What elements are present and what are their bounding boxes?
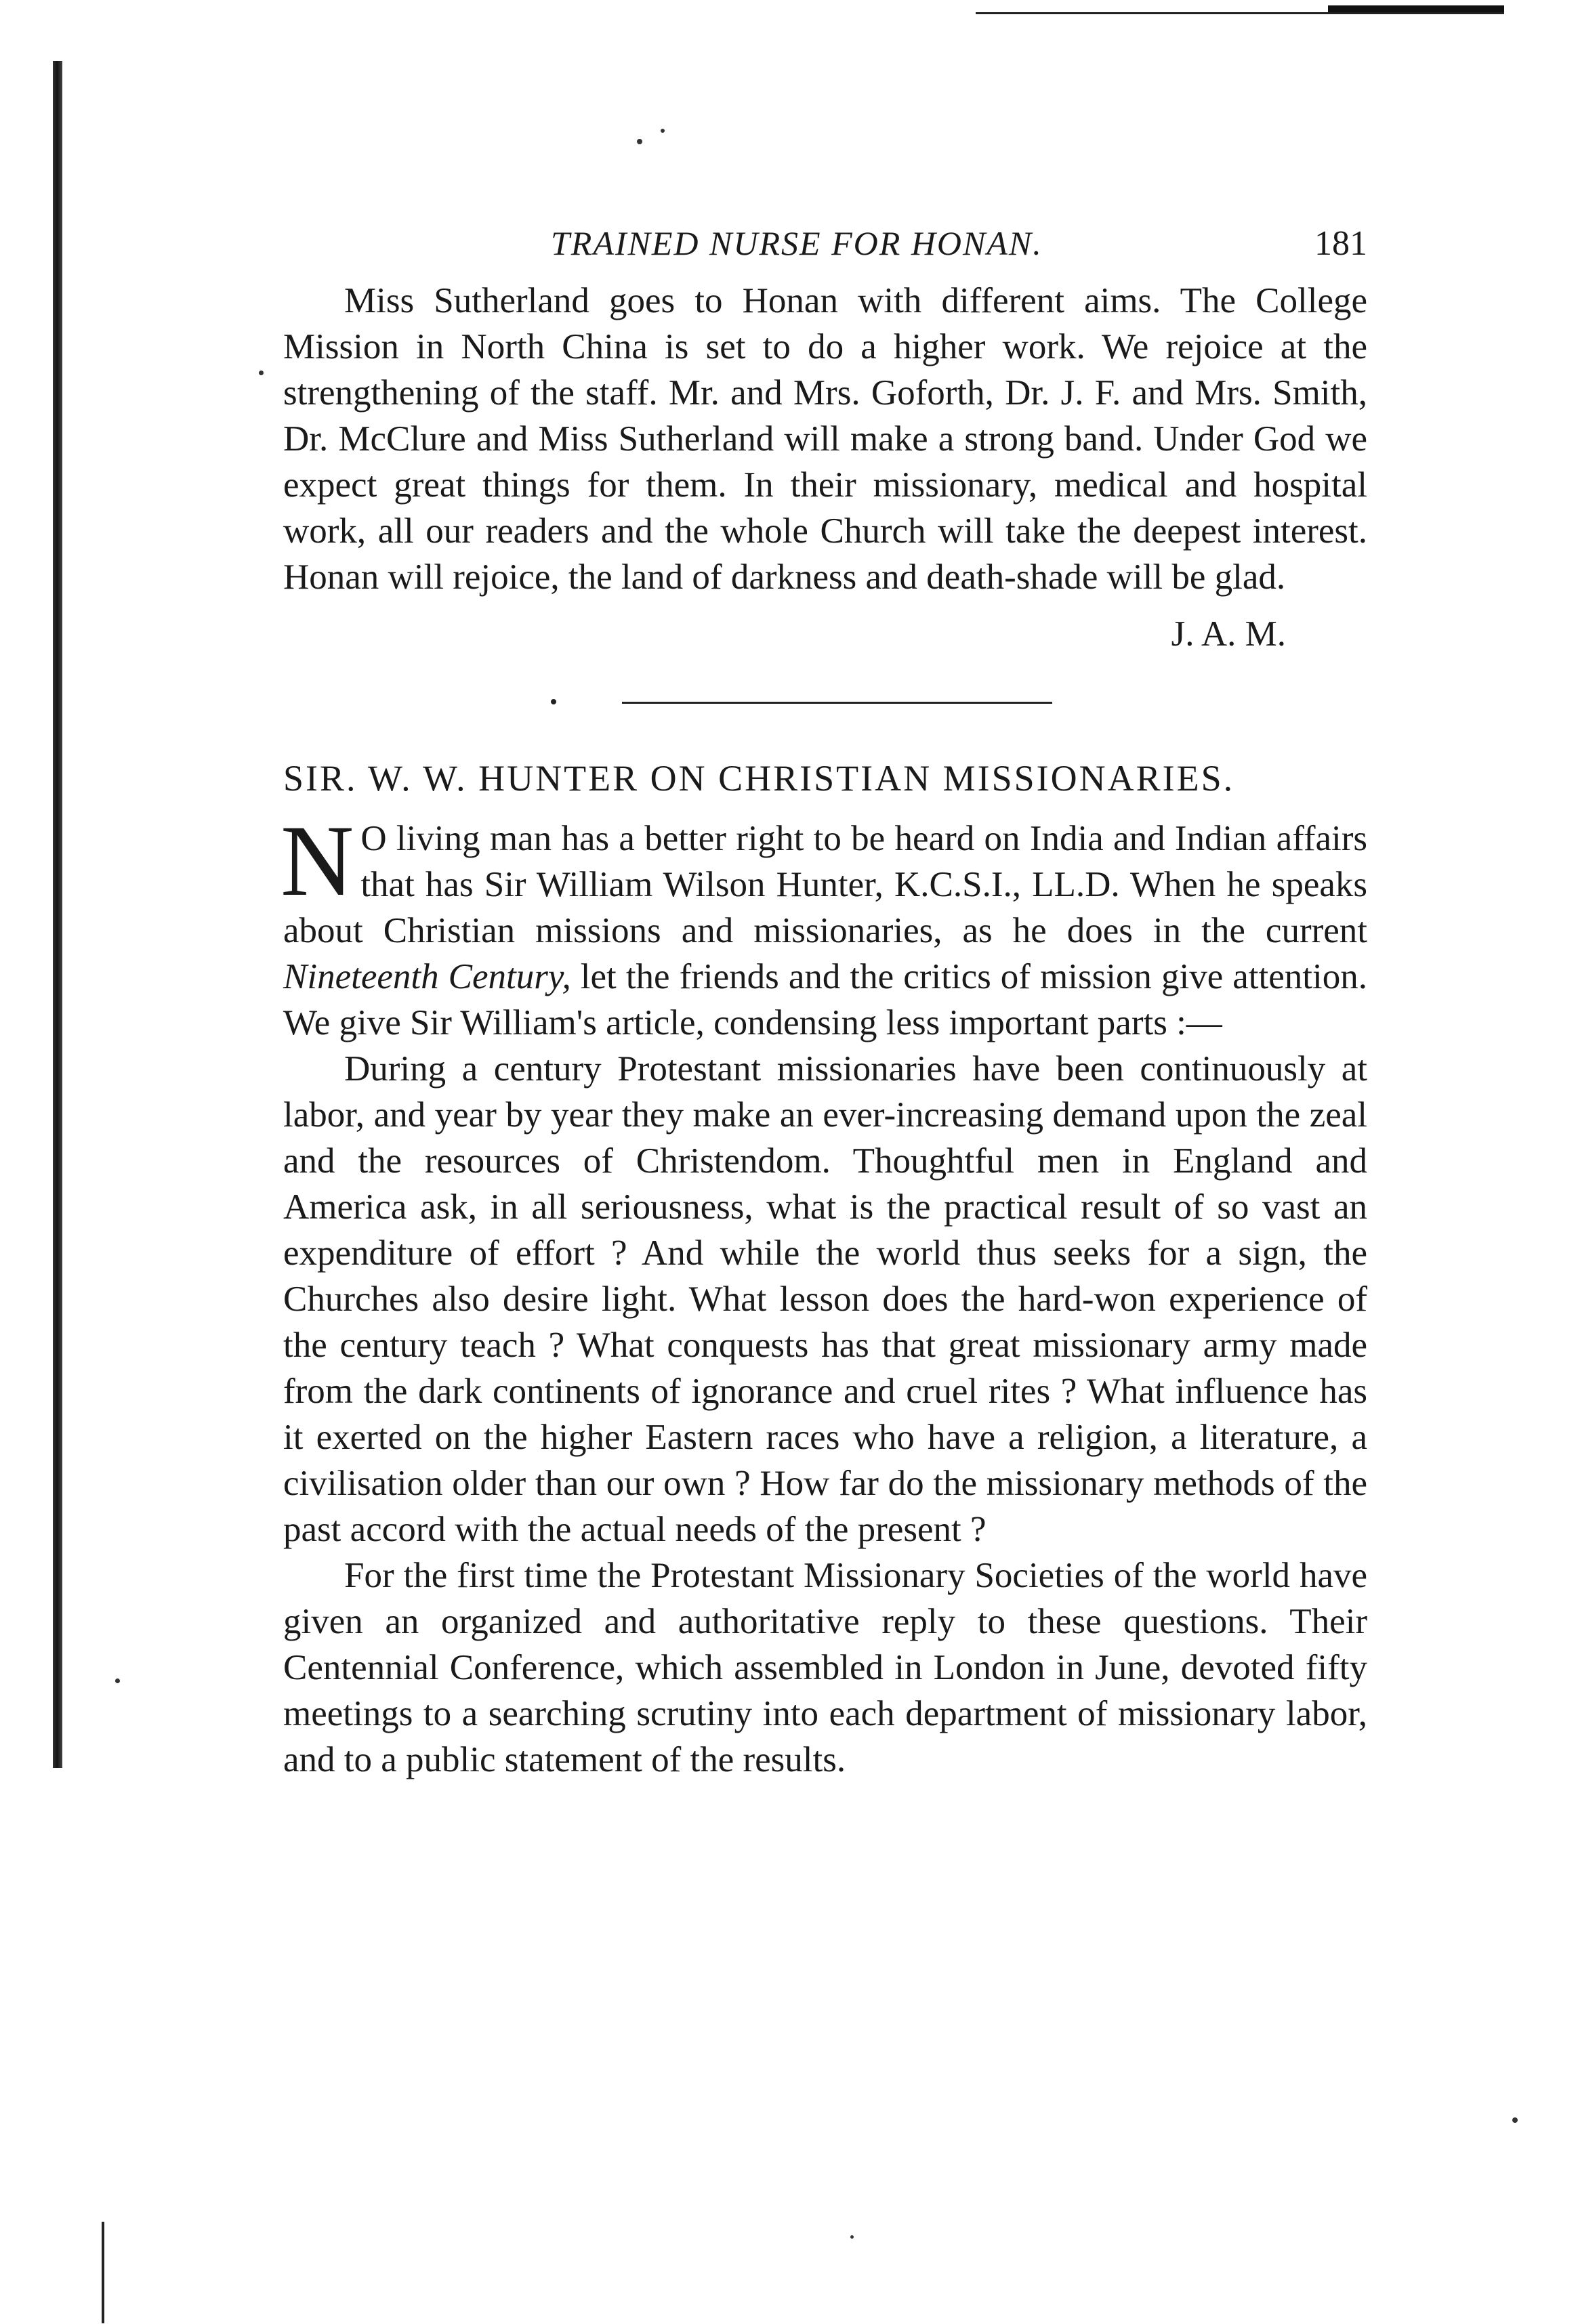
article2-paragraph-2: During a century Protestant missionaries have been continuously at labor, and year by year they make an ever-increasing demand upon the zeal and the resources of Christendom. Thoughtful men in England and America ask, in all seriousness, what is the practical result of so vast an expenditure of effort ? And while the world thus seeks for a sign, the Churches also desire light. What lesson does the hard-won experience of the century teach ? What conquests has that great missionary army made from the dark continents of ignorance and cruel rites ? What influence has it exerted on the higher Eastern races who have a religion, a literature, a civilisation older than our own ? How far do the missionary methods of the past accord with the actual needs of the present ? (283, 1049, 1367, 1549)
scan-top-rule-thick (1328, 5, 1504, 12)
scan-left-edge-lower (102, 2222, 104, 2323)
scan-speck (1512, 2117, 1518, 2123)
divider-rule (622, 702, 1052, 704)
divider-dot (551, 699, 556, 704)
scan-left-edge (53, 61, 62, 1768)
page-number: 181 (1314, 224, 1367, 263)
section-divider (283, 661, 1367, 756)
book-page (283, 224, 1367, 1783)
scan-speck (115, 1678, 120, 1683)
scan-top-rule (976, 12, 1504, 14)
running-head (283, 224, 1367, 278)
article1-signature: J. A. M. (1171, 614, 1286, 654)
article2-paragraph-3: For the first time the Protestant Missionary Societies of the world have given an organized and authoritative reply to these questions. Their Centennial Conference, which assembled in London in June, devoted fifty meetings to a searching scrutiny into each department of missionary labor, and to a public statement of the results. (283, 1556, 1367, 1779)
intro-text-start: O living man has a better right to be heard on India and Indian affairs that has Sir William Wilson Hunter, K.C.S.I., LL.D. When he speaks about Christian missions and missionaries, as he does in the current (283, 819, 1367, 950)
intro-text-end: let the friends and the critics of mission give attention. We give Sir William's article, condensing less important parts :— (283, 957, 1367, 1042)
article2-title: SIR. W. W. HUNTER ON CHRISTIAN MISSIONARIES. (283, 758, 1235, 799)
journal-title: Nineteenth Century, (283, 957, 571, 996)
drop-cap: N (281, 805, 354, 917)
running-title: TRAINED NURSE FOR HONAN. (551, 224, 1043, 262)
article1-paragraph: Miss Sutherland goes to Honan with different aims. The College Mission in North China is set to do a higher work. We rejoice at the strengthening of the staff. Mr. and Mrs. Goforth, Dr. J. F. and Mrs. Smith, Dr. McClure and Miss Sutherland will make a strong band. Under God we expect great things for them. In their missionary, medical and hospital work, all our readers and the whole Church will take the deepest interest. Honan will rejoice, the land of darkness and death-shade will be glad. (283, 281, 1367, 597)
article2-intro-paragraph (281, 805, 1367, 1046)
scan-speck (850, 2235, 854, 2239)
scan-speck (259, 371, 264, 375)
scan-speck (637, 139, 642, 144)
scan-speck (661, 129, 665, 133)
